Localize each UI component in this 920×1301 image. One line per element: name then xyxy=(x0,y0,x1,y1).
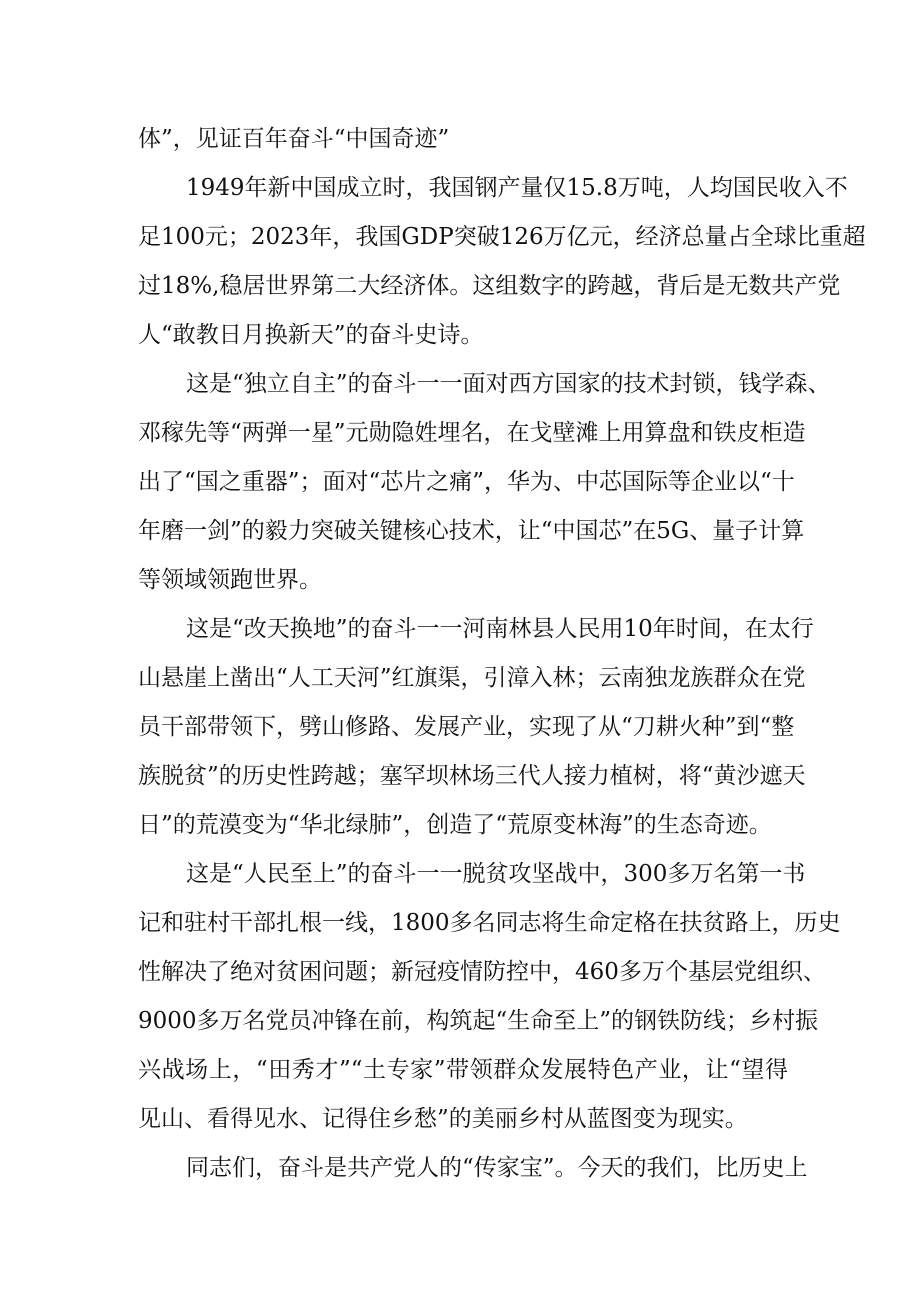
text-line: 足100元；2023年，我国GDP突破126万亿元，经济总量占全球比重超 xyxy=(138,224,866,250)
text-line: 日”的荒漠变为“华北绿肺”，创造了“荒原变林海”的生态奇迹。 xyxy=(138,812,772,838)
text-line: 出了“国之重器”；面对“芯片之痛”，华为、中芯国际等企业以“十 xyxy=(138,469,795,495)
text-line: 同志们，奋斗是共产党人的“传家宝”。今天的我们，比历史上 xyxy=(186,1155,808,1181)
text-line: 人“敢教日月换新天”的奋斗史诗。 xyxy=(138,322,484,348)
text-line: 体”，见证百年奋斗“中国奇迹” xyxy=(138,126,450,152)
text-line: 9000多万名党员冲锋在前，构筑起“生命至上”的钢铁防线；乡村振 xyxy=(138,1008,819,1034)
text-line: 过18%,稳居世界第二大经济体。这组数字的跨越，背后是无数共产党 xyxy=(138,273,841,299)
text-line: 族脱贫”的历史性跨越；塞罕坝林场三代人接力植树，将“黄沙遮天 xyxy=(138,763,806,789)
text-line: 记和驻村干部扎根一线，1800多名同志将生命定格在扶贫路上，历史 xyxy=(138,910,841,936)
text-line: 这是“独立自主”的奋斗一一面对西方国家的技术封锁，钱学森、 xyxy=(186,371,831,397)
text-line: 1949年新中国成立时，我国钢产量仅15.8万吨，人均国民收入不 xyxy=(186,175,848,201)
text-line: 年磨一剑”的毅力突破关键核心技术，让“中国芯”在5G、量子计算 xyxy=(138,518,805,544)
text-line: 性解决了绝对贫困问题；新冠疫情防控中，460多万个基层党组织、 xyxy=(138,959,826,985)
text-line: 兴战场上，“田秀才”“土专家”带领群众发展特色产业，让“望得 xyxy=(138,1057,788,1083)
text-line: 这是“人民至上”的奋斗一一脱贫攻坚战中，300多万名第一书 xyxy=(186,861,806,887)
text-line: 见山、看得见水、记得住乡愁”的美丽乡村从蓝图变为现实。 xyxy=(138,1106,748,1132)
text-line: 邓稼先等“两弹一星”元勋隐姓埋名，在戈壁滩上用算盘和铁皮柜造 xyxy=(138,420,806,446)
text-line: 山悬崖上凿出“人工天河”红旗渠，引漳入林；云南独龙族群众在党 xyxy=(138,665,806,691)
text-line: 员干部带领下，劈山修路、发展产业，实现了从“刀耕火种”到“整 xyxy=(138,714,795,740)
text-line: 这是“改天换地”的奋斗一一河南林县人民用10年时间，在太行 xyxy=(186,616,814,642)
text-line: 等领域领跑世界。 xyxy=(138,567,322,593)
